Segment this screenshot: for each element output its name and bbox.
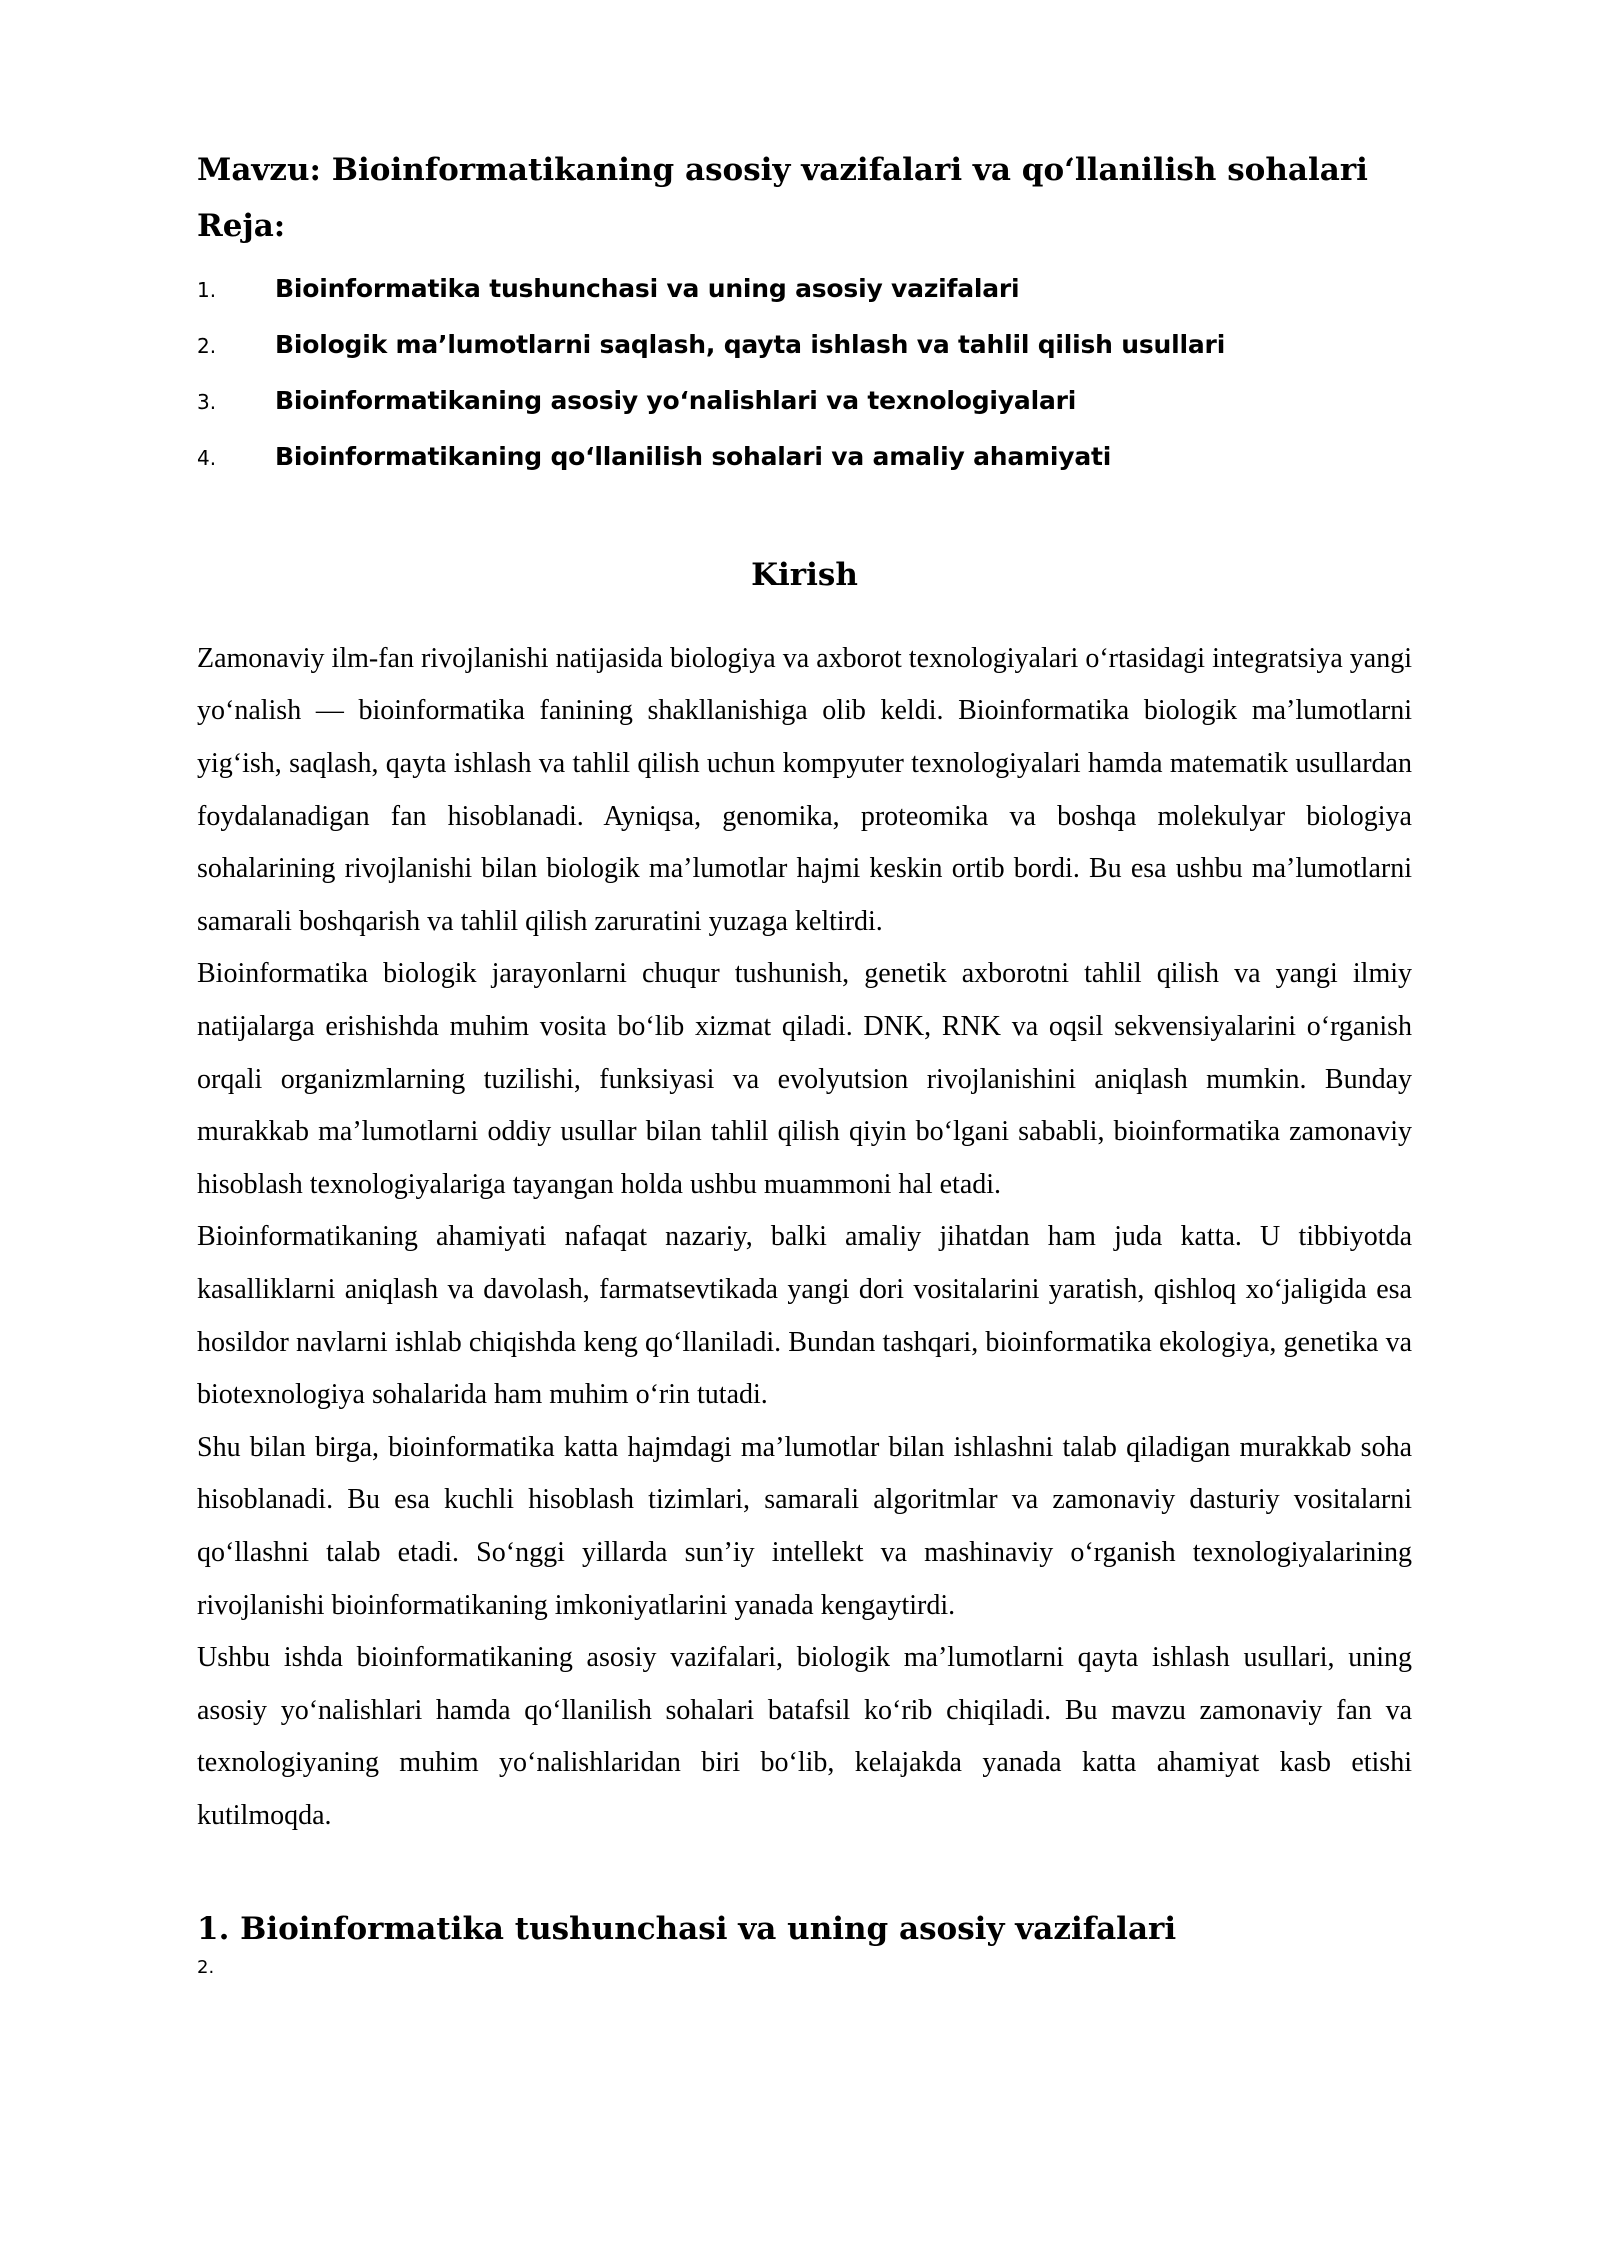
topic-title: Mavzu: Bioinformatikaning asosiy vazifalari va qo‘llanilish sohalari [197,152,1368,188]
intro-paragraph: Shu bilan birga, bioinformatika katta hajmdagi ma’lumotlar bilan ishlashni talab qiladigan murakkab soha hisoblanadi. Bu esa kuchli hisoblash tizimlari, samarali algoritmlar va zamonaviy dasturiy vositalarni qo‘llashni talab etadi. So‘nggi yillarda sun’iy intellekt va mashinaviy o‘rganish texnologiyalarining rivojlanishi bioinformatikaning imkoniyatlarini yanada kengaytirdi. [197,1431,1412,1621]
list-number-marker: 2. [197,1956,215,1978]
plan-item-number: 1. [197,277,217,302]
plan-item-text: Bioinformatikaning qo‘llanilish sohalari va amaliy ahamiyati [275,441,1112,471]
plan-item [197,373,1412,429]
plan-title: Reja: [197,208,286,245]
plan-item-number: 3. [197,389,217,414]
intro-paragraph: Zamonaviy ilm-fan rivojlanishi natijasida biologiya va axborot texnologiyalari o‘rtasidagi integratsiya yangi yo‘nalish — bioinformatika fanining shakllanishiga olib keldi. Bioinformatika biologik ma’lumotlarni yig‘ish, saqlash, qayta ishlash va tahlil qilish uchun kompyuter texnologiyalari hamda matematik usullardan foydalanadigan fan hisoblanadi. Ayniqsa, genomika, proteomika va boshqa molekulyar biologiya sohalarining rivojlanishi bilan biologik ma’lumotlar hajmi keskin ortib bordi. Bu esa ushbu ma’lumotlarni samarali boshqarish va tahlil qilish zaruratini yuzaga keltirdi. [197,642,1412,937]
intro-paragraph: Bioinformatikaning ahamiyati nafaqat nazariy, balki amaliy jihatdan ham juda katta. U tibbiyotda kasalliklarni aniqlash va davolash, farmatsevtikada yangi dori vositalarini yaratish, qishloq xo‘jaligida esa hosildor navlarni ishlab chiqishda keng qo‘llaniladi. Bundan tashqari, bioinformatika ekologiya, genetika va biotexnologiya sohalarida ham muhim o‘rin tutadi. [197,1221,1412,1411]
intro-paragraph: Ushbu ishda bioinformatikaning asosiy vazifalari, biologik ma’lumotlarni qayta ishlash usullari, uning asosiy yo‘nalishlari hamda qo‘llanilish sohalari batafsil ko‘rib chiqiladi. Bu mavzu zamonaviy fan va texnologiyaning muhim yo‘nalishlaridan biri bo‘lib, kelajakda yanada katta ahamiyat kasb etishi kutilmoqda. [197,1642,1412,1831]
plan-item [197,317,1412,373]
plan-item-text: Biologik ma’lumotlarni saqlash, qayta ishlash va tahlil qilish usullari [275,329,1226,359]
plan-list [197,261,1412,485]
plan-item-number: 4. [197,445,217,470]
intro-heading: Kirish [751,556,858,593]
section-1-heading: 1. Bioinformatika tushunchasi va uning asosiy vazifalari [197,1910,1177,1947]
plan-item-text: Bioinformatikaning asosiy yo‘nalishlari va texnologiyalari [275,385,1077,415]
plan-item [197,261,1412,317]
document-content [197,150,1412,1978]
plan-item-text: Bioinformatika tushunchasi va uning asosiy vazifalari [275,273,1020,303]
intro-paragraph: Bioinformatika biologik jarayonlarni chuqur tushunish, genetik axborotni tahlil qilish va yangi ilmiy natijalarga erishishda muhim vosita bo‘lib xizmat qiladi. DNK, RNK va oqsil sekvensiyalarini o‘rganish orqali organizmlarning tuzilishi, funksiyasi va evolyutsion rivojlanishini aniqlash mumkin. Bunday murakkab ma’lumotlarni oddiy usullar bilan tahlil qilish qiyin bo‘lgani sababli, bioinformatika zamonaviy hisoblash texnologiyalariga tayangan holda ushbu muammoni hal etadi. [197,958,1412,1200]
plan-item [197,429,1412,485]
plan-item-number: 2. [197,333,217,358]
